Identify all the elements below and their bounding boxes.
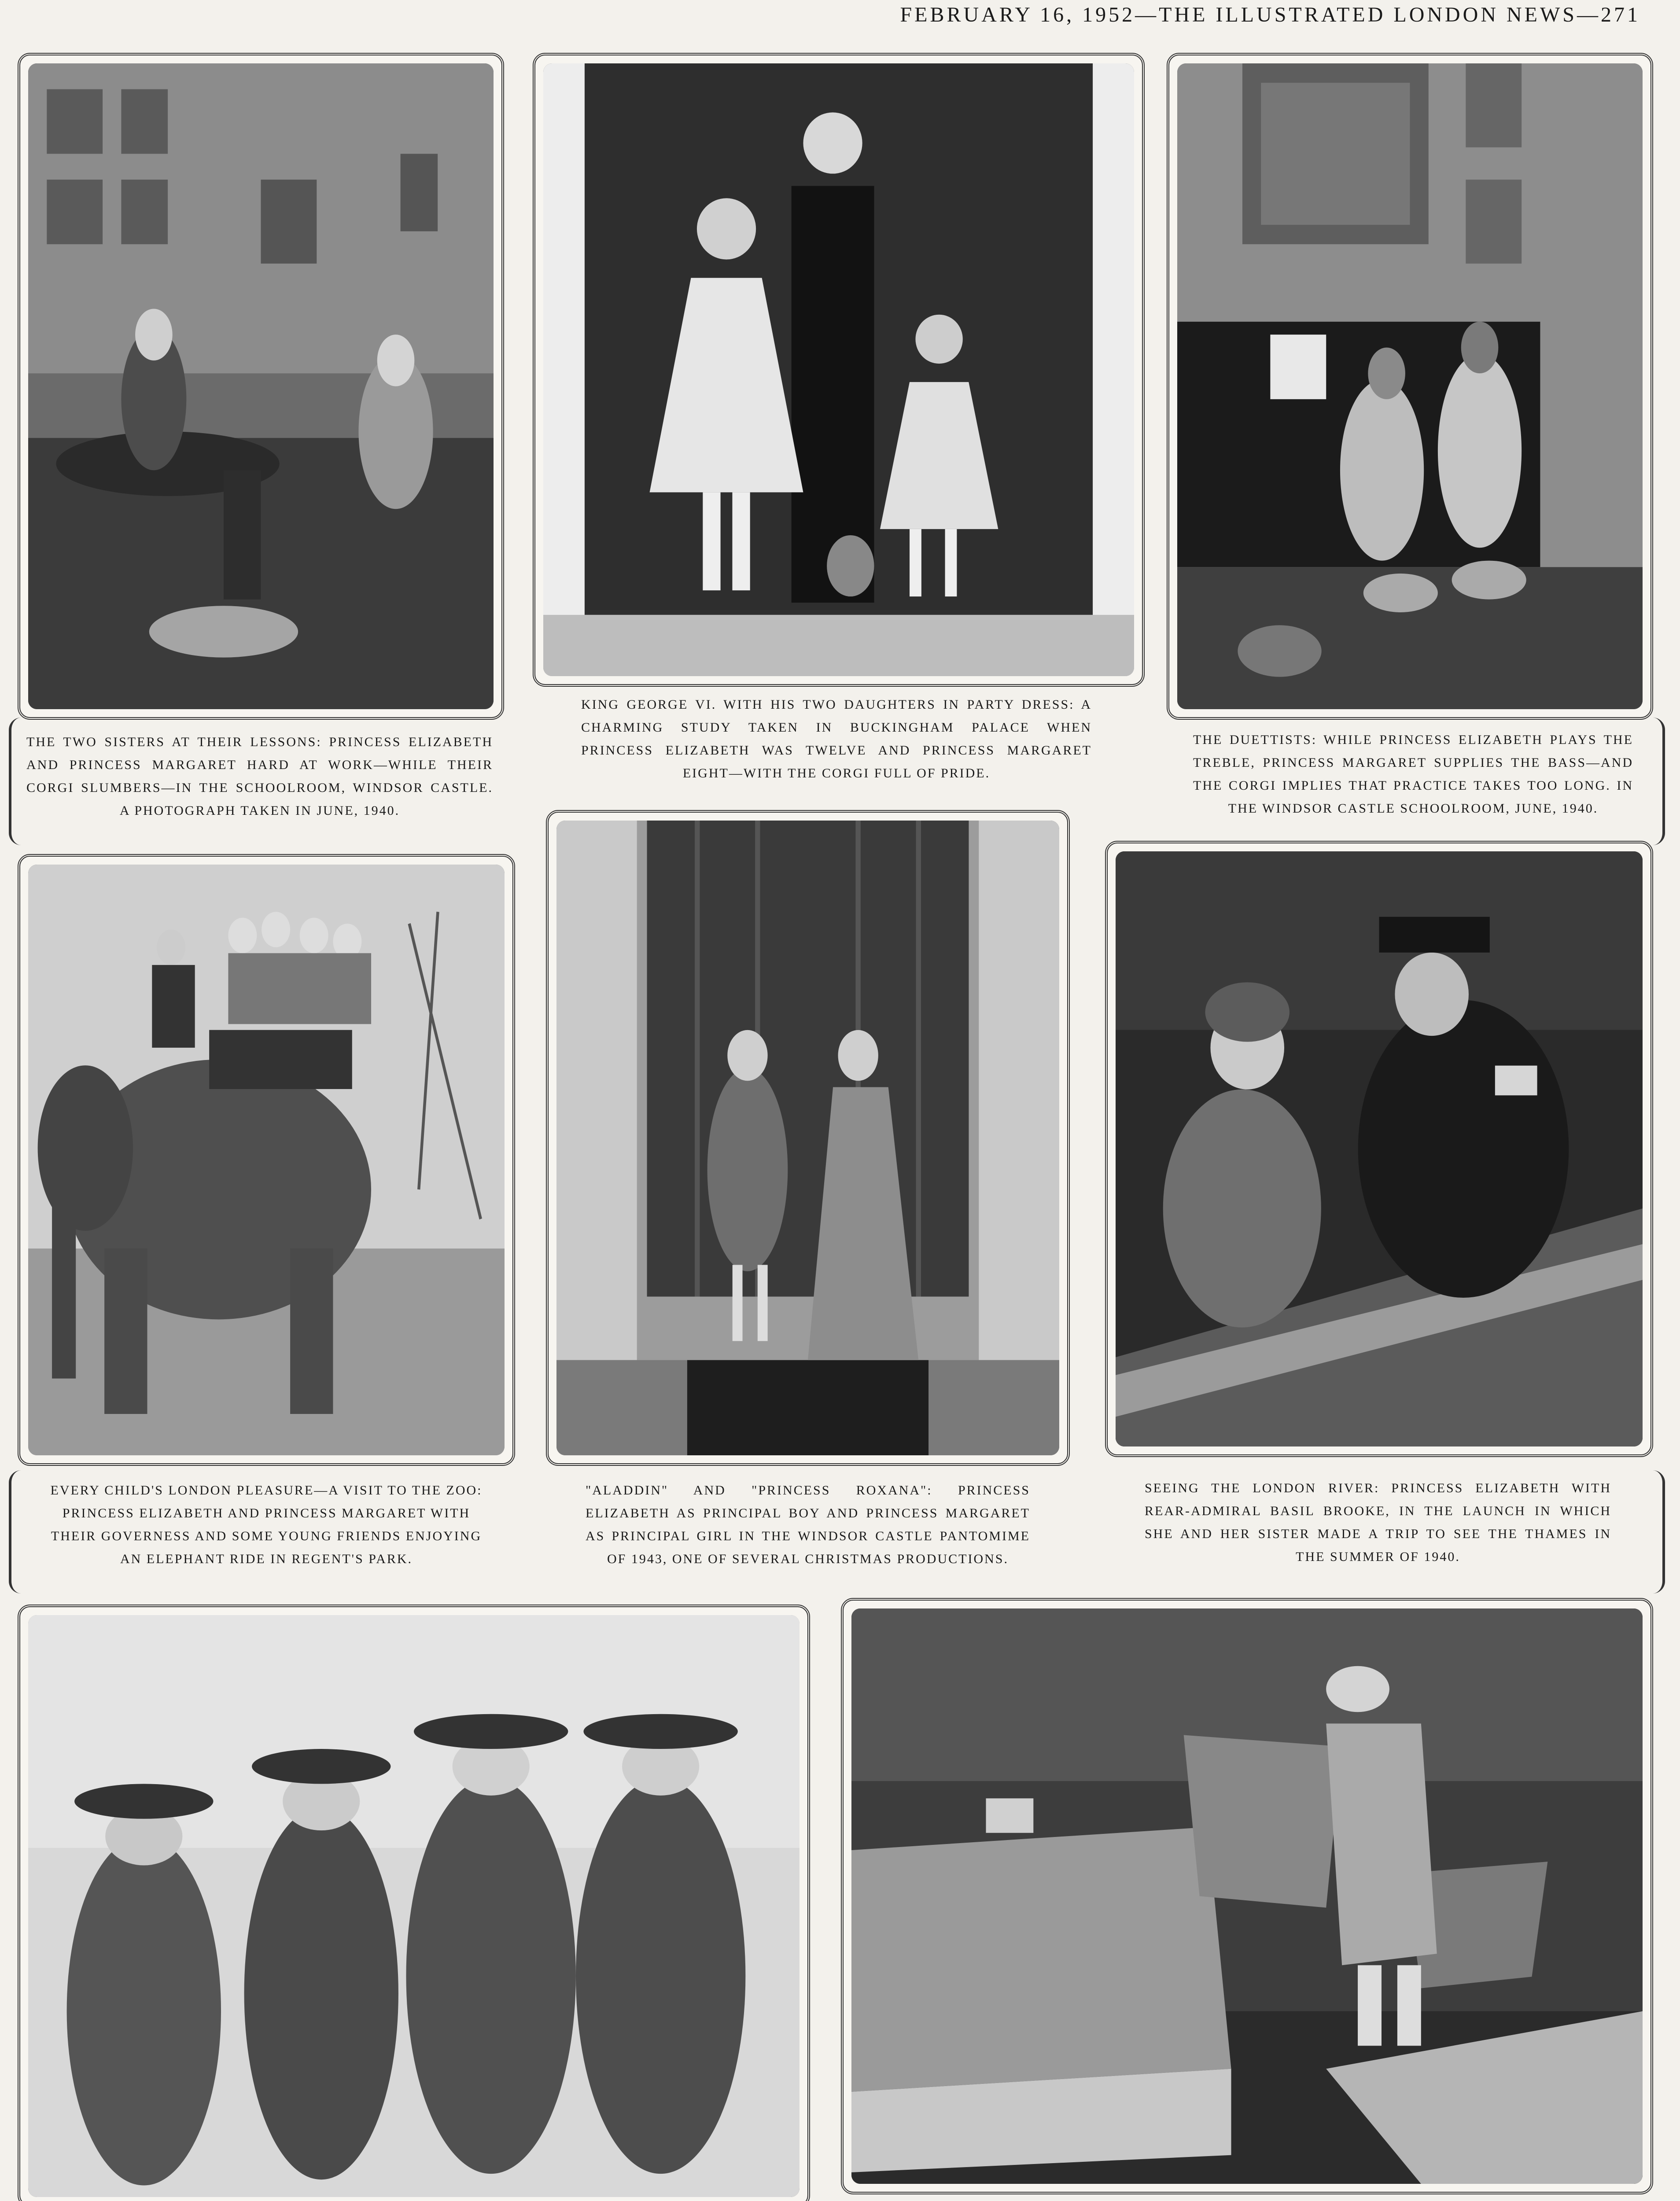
thames-image <box>1116 851 1643 1446</box>
photo-king-daughters <box>543 63 1134 676</box>
pantomime-image <box>556 821 1059 1455</box>
photo-frame-pantomime <box>546 810 1070 1466</box>
caption-duettists: THE DUETTISTS: WHILE PRINCESS ELIZABETH PLAYS THE TREBLE, PRINCESS MARGARET SUPPLIES THE BASS—AND THE CORGI IMPLIES THAT PRACTICE TAKES TOO LONG. IN THE WINDSOR CASTLE SCHOOLROOM, JUNE, 1940. <box>1193 732 1633 816</box>
photo-duettists <box>1177 63 1643 709</box>
photo-thames <box>1116 851 1643 1446</box>
photo-frame-bekonscot <box>841 1598 1653 2194</box>
photo-frame-duettists <box>1167 53 1653 720</box>
caption-thames: SEEING THE LONDON RIVER: PRINCESS ELIZABETH WITH REAR-ADMIRAL BASIL BROOKE, IN THE LAUNCH IN WHICH SHE AND HER SISTER MADE A TRIP TO SEE THE THAMES IN THE SUMMER OF 1940. <box>1145 1481 1611 1564</box>
photo-frame-zoo <box>18 854 515 1466</box>
duettists-image <box>1177 63 1643 709</box>
girl-guides-image <box>28 1615 799 2197</box>
photo-zoo <box>28 865 505 1455</box>
photo-schoolroom <box>28 63 494 709</box>
caption-zoo: EVERY CHILD'S LONDON PLEASURE—A VISIT TO THE ZOO: PRINCESS ELIZABETH AND PRINCESS MARGARET WITH THEIR GOVERNESS AND SOME YOUNG FRIENDS ENJOYING AN ELEPHANT RIDE IN REGENT'S PARK. <box>50 1483 483 1566</box>
photo-frame-thames <box>1105 841 1653 1457</box>
page-header: FEBRUARY 16, 1952—THE ILLUSTRATED LONDON NEWS—271 <box>900 3 1640 26</box>
photo-bekonscot <box>851 1608 1643 2184</box>
king-daughters-image <box>543 63 1134 676</box>
photo-frame-schoolroom <box>18 53 504 720</box>
zoo-image <box>28 865 505 1455</box>
schoolroom-image <box>28 63 494 709</box>
flourish-right-row2 <box>1640 1470 1665 1594</box>
flourish-left-row2 <box>9 1470 33 1594</box>
photo-girl-guides <box>28 1615 799 2197</box>
flourish-left-row1 <box>9 718 33 845</box>
photo-frame-girl-guides <box>18 1605 810 2201</box>
bekonscot-image <box>851 1608 1643 2184</box>
caption-schoolroom: THE TWO SISTERS AT THEIR LESSONS: PRINCESS ELIZABETH AND PRINCESS MARGARET HARD AT WORK—WHILE THEIR CORGI SLUMBERS—IN THE SCHOOLROOM, WINDSOR CASTLE. A PHOTOGRAPH TAKEN IN JUNE, 1940. <box>26 735 493 818</box>
flourish-right-row1 <box>1640 718 1665 845</box>
photo-frame-king-daughters <box>533 53 1145 687</box>
caption-king-daughters: KING GEORGE VI. WITH HIS TWO DAUGHTERS IN PARTY DRESS: A CHARMING STUDY TAKEN IN BUCKINGHAM PALACE WHEN PRINCESS ELIZABETH WAS TWELVE AND PRINCESS MARGARET EIGHT—WITH THE CORGI FULL OF PRIDE. <box>581 697 1092 780</box>
photo-pantomime <box>556 821 1059 1455</box>
caption-pantomime: "ALADDIN" AND "PRINCESS ROXANA": PRINCESS ELIZABETH AS PRINCIPAL BOY AND PRINCESS MARGARET AS PRINCIPAL GIRL IN THE WINDSOR CASTLE PANTOMIME OF 1943, ONE OF SEVERAL CHRISTMAS PRODUCTIONS. <box>586 1483 1030 1566</box>
